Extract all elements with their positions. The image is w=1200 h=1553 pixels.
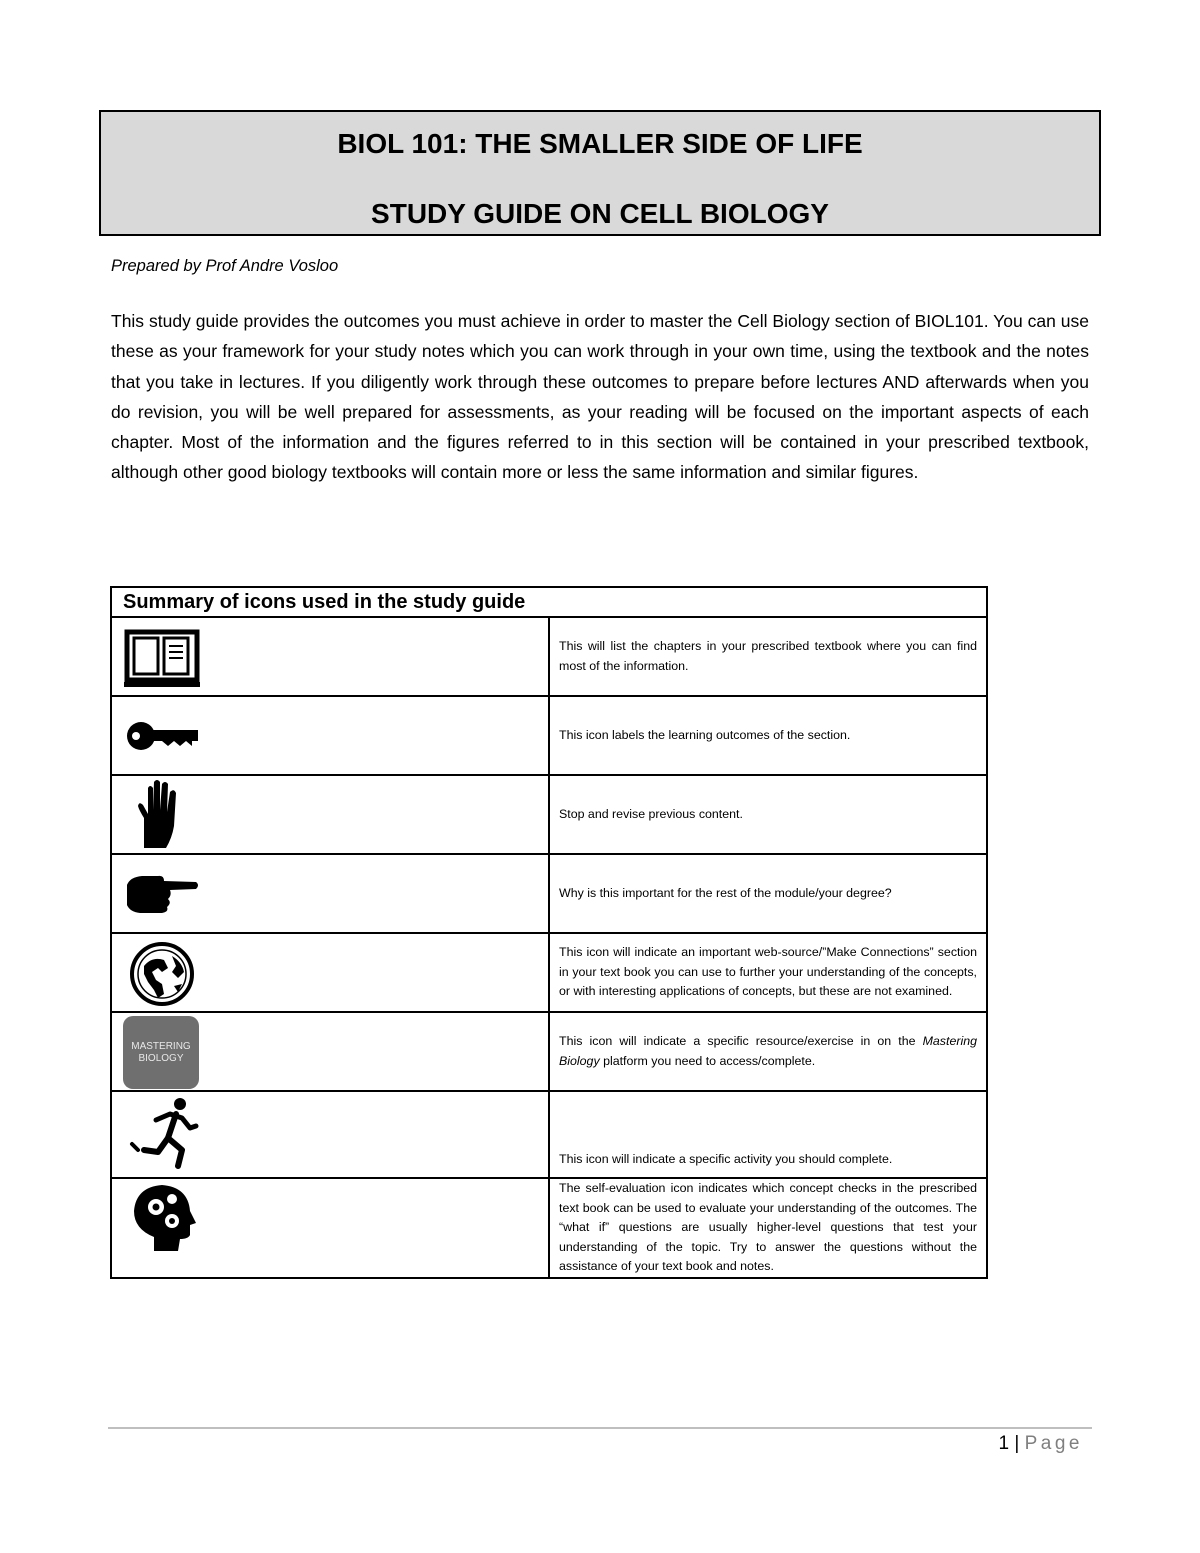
row-text: The self-evaluation icon indicates which concept checks in the prescribed text book can be used to evaluate your understanding of the outcomes. The “what if” questions are usually higher-level questions that test your understanding of the topic. Try to answer the questions without the assistance of your text book and notes. bbox=[549, 1178, 987, 1278]
globe-icon bbox=[112, 934, 236, 1011]
hand-icon bbox=[112, 776, 236, 853]
table-row bbox=[111, 617, 987, 696]
mastering-biology-icon: MASTERING BIOLOGY bbox=[123, 1016, 199, 1089]
footer-divider bbox=[108, 1427, 1092, 1429]
table-row bbox=[111, 933, 987, 1012]
pointing-hand-icon bbox=[112, 855, 236, 932]
book-icon bbox=[112, 618, 236, 695]
running-person-icon bbox=[112, 1092, 236, 1169]
table-row bbox=[111, 1091, 987, 1178]
intro-paragraph: This study guide provides the outcomes you must achieve in order to master the Cell Biology section of BIOL101. You can use these as your framework for your study notes which you can work through in your own time, using the textbook and the notes that you take in lectures. If you diligently work through these outcomes to prepare before lectures AND afterwards when you do revision, you will be well prepared for assessments, as your reading will be focused on the important aspects of each chapter. Most of the information and the figures referred to in this section will be contained in your prescribed textbook, although other good biology textbooks will contain more or less the same information and similar figures. bbox=[111, 311, 1089, 483]
course-title: BIOL 101: THE SMALLER SIDE OF LIFE bbox=[337, 128, 863, 159]
row-text: Stop and revise previous content. bbox=[549, 775, 987, 854]
table-row bbox=[111, 775, 987, 854]
guide-title: STUDY GUIDE ON CELL BIOLOGY bbox=[371, 198, 829, 229]
table-row bbox=[111, 854, 987, 933]
table-row bbox=[111, 1012, 987, 1091]
title-box bbox=[99, 110, 1101, 236]
row-text: This icon will indicate an important web-source/”Make Connections” section in your text book you can use to further your understanding of the concepts, or with interesting applications of concepts, but these are not examined. bbox=[549, 933, 987, 1012]
page-number: 1 | Page bbox=[998, 1433, 1083, 1454]
row-text: Why is this important for the rest of the module/your degree? bbox=[549, 854, 987, 933]
table-heading: Summary of icons used in the study guide bbox=[111, 587, 987, 617]
row-text: This icon will indicate a specific resource/exercise in on the Mastering Biology platform you need to access/complete. bbox=[549, 1012, 987, 1091]
author-line: Prepared by Prof Andre Vosloo bbox=[111, 257, 339, 275]
row-text: This icon labels the learning outcomes of the section. bbox=[549, 696, 987, 775]
row-text: This will list the chapters in your prescribed textbook where you can find most of the information. bbox=[549, 617, 987, 696]
row-text: This icon will indicate a specific activity you should complete. bbox=[549, 1091, 987, 1178]
key-icon bbox=[112, 697, 236, 774]
head-gears-icon bbox=[112, 1179, 236, 1256]
table-row bbox=[111, 696, 987, 775]
table-row bbox=[111, 1178, 987, 1278]
icon-summary-table bbox=[110, 586, 988, 1279]
